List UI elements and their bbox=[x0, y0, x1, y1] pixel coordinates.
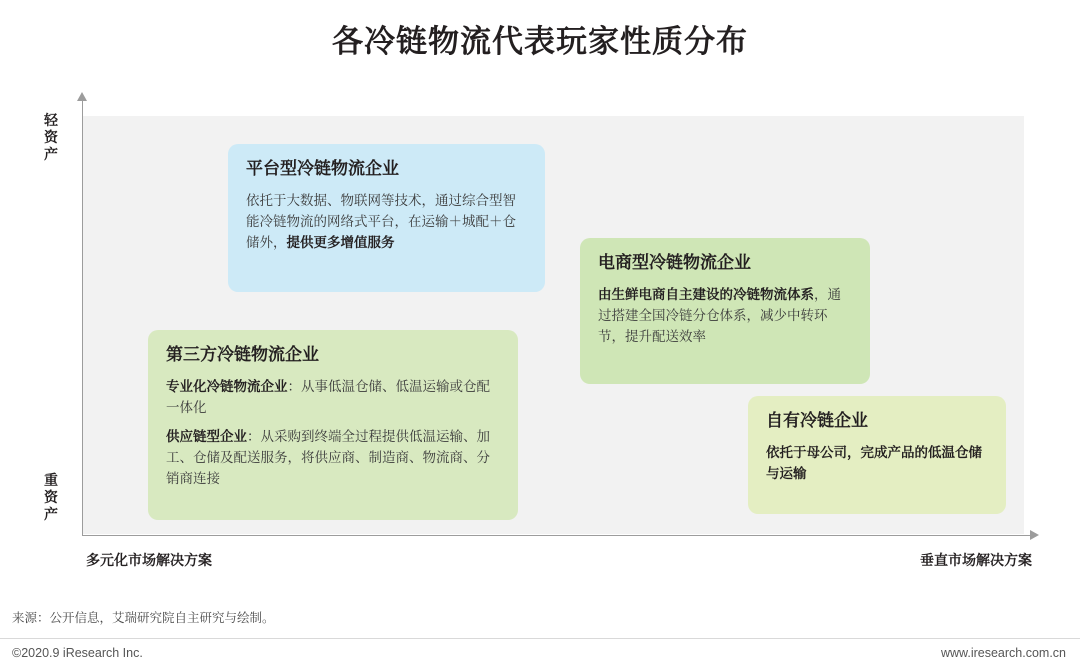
y-axis-top-label: 轻资产 bbox=[44, 112, 58, 162]
category-box-title: 电商型冷链物流企业 bbox=[598, 253, 751, 272]
y-axis-arrow-icon bbox=[77, 92, 87, 101]
category-box-title: 平台型冷链物流企业 bbox=[246, 159, 399, 178]
category-box-title: 自有冷链企业 bbox=[766, 411, 868, 430]
x-axis-arrow-icon bbox=[1030, 530, 1039, 540]
category-box-platform bbox=[228, 144, 545, 292]
x-axis-right-label: 垂直市场解决方案 bbox=[920, 552, 1032, 568]
y-axis-line bbox=[82, 98, 83, 536]
category-box-paragraph: 供应链型企业：从采购到终端全过程提供低温运输、加工、仓储及配送服务，将供应商、制造商、物流商、分销商连接 bbox=[166, 429, 490, 486]
website-text: www.iresearch.com.cn bbox=[940, 646, 1066, 660]
copyright-text: ©2020.9 iResearch Inc. bbox=[12, 646, 143, 660]
category-box-paragraph: 依托于母公司，完成产品的低温仓储与运输 bbox=[766, 445, 982, 481]
x-axis-line bbox=[82, 535, 1032, 536]
category-box-third-party bbox=[148, 330, 518, 520]
source-note: 来源：公开信息，艾瑞研究院自主研究与绘制。 bbox=[12, 611, 275, 625]
category-box-ecommerce bbox=[580, 238, 870, 384]
x-axis-left-label: 多元化市场解决方案 bbox=[86, 552, 212, 568]
footer-divider bbox=[0, 638, 1080, 670]
category-box-title: 第三方冷链物流企业 bbox=[166, 345, 319, 364]
category-box-self-owned bbox=[748, 396, 1006, 514]
category-box-paragraph: 依托于大数据、物联网等技术，通过综合型智能冷链物流的网络式平台，在运输＋城配＋仓储外，提供更多增值服务 bbox=[246, 193, 516, 250]
category-box-paragraph: 由生鲜电商自主建设的冷链物流体系，通过搭建全国冷链分仓体系，减少中转环节，提升配送效率 bbox=[598, 287, 841, 344]
y-axis-bottom-label: 重资产 bbox=[44, 472, 58, 522]
category-box-paragraph: 专业化冷链物流企业：从事低温仓储、低温运输或仓配一体化 bbox=[166, 379, 490, 415]
page-title: 各冷链物流代表玩家性质分布 bbox=[332, 24, 748, 59]
